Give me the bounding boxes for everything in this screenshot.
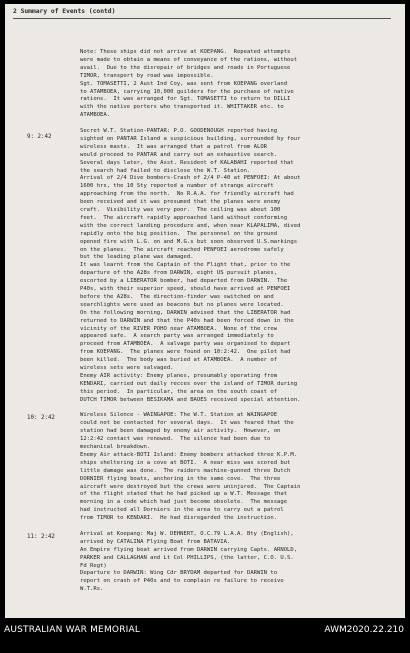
text-line: had instructed all Dorniers in the area to carry out a patrol: [80, 507, 284, 514]
header-rule: [13, 18, 391, 19]
text-line: Several days later, the Asst. Resident of KALABAHI reported that: [80, 159, 294, 166]
text-line: Fd Regt): [80, 562, 107, 569]
text-line: DUTCH TIMOR between BESIKAMA and BAOES received special attention.: [80, 396, 301, 403]
text-line: returned to DARWIN and that the P40s had been forced down in the: [80, 317, 294, 324]
text-line: report on crash of P40s and to complain re failure to receive: [80, 578, 284, 585]
text-line: On the following morning, DARWIN advised that the LIBERATOR had: [80, 309, 291, 316]
text-line: been received and it was presumed that the planes were enemy: [80, 199, 281, 206]
text-line: to ATAMBOEA, carrying 10,000 guilders for the purchase of native: [80, 88, 294, 95]
text-line: approaching from the north. No R.A.A. for friendly aircraft had: [80, 191, 294, 198]
text-line: this period. In particular, the area on the south coast of: [80, 388, 278, 395]
text-line: before the A28s. The direction-finder was switched on and: [80, 293, 274, 300]
footer-reference: AWM2020.22.210: [324, 625, 404, 635]
text-line: were made to obtain a means of conveyance of the rations, without: [80, 56, 298, 63]
text-line: TIMOR, transport by road was impossible.: [80, 72, 214, 79]
entry-date: 11: 2:42: [27, 534, 55, 540]
text-line: station had been damaged by enemy air activity. However, on: [80, 428, 281, 435]
text-line: ships sheltering in a cove at BOTI. A near miss was scored but: [80, 459, 291, 466]
text-line: It was learnt from the Captain of the Flight that, prior to the: [80, 262, 291, 269]
document-page: [5, 4, 405, 618]
text-line: with the native porters who transported it. WHITTAKER etc. to: [80, 104, 284, 111]
text-line: opened fire with L.G. on and M.G.s but soon observed U.S.markings: [80, 238, 298, 245]
text-line: mechanical breakdown.: [80, 444, 151, 450]
text-line: Enemy AIR activity: Enemy planes, presumably operating from: [80, 372, 278, 379]
text-line: Secret W.T. Station-PANTAR: P.O. GOODENOUGH reported having: [80, 128, 278, 134]
text-line: Departure to DARWIN: Wing Cdr BRYDAM departed for DARWIN to: [80, 570, 278, 577]
text-line: morning in a code which had just become obsolete. The message: [80, 499, 288, 506]
text-line: An Empire flying boat arrived from DARWIN carrying Capts. ARNOLD,: [80, 546, 298, 553]
text-line: wireless sets were salvaged.: [80, 365, 174, 371]
text-line: would proceed to PANTAR and carry out an exhaustive search.: [80, 151, 278, 158]
text-line: the search had failed to disclose the W.T. Station.: [80, 167, 251, 174]
text-line: aircraft were destroyed but the crews were uninjured. The Captain: [80, 483, 301, 490]
text-line: from TIMOR to KENDARI. He had disregarded the instruction.: [80, 515, 278, 522]
document-header: 2 Summary of Events (contd): [13, 8, 116, 15]
text-line: vicinity of the RIVER POHO near ATAMBOEA. None of the crew: [80, 325, 278, 332]
text-line: P40s, with their superior speed, should have arrived at PENFOEI: [80, 286, 291, 292]
text-line: 12:2:42 contact was renewed. The silence had been due to: [80, 436, 271, 443]
text-line: with the correct landing procedure and, when near KLAPALIMA, dived: [80, 222, 301, 229]
text-line: DORNIER flying boats, anchoring in the same cove. The three: [80, 475, 281, 482]
text-line: Arrival of 2/4 Dive bombers-Crash of 2/4 P-40 at PENFOEI: At about: [80, 175, 301, 182]
text-line: little damage was done. The raiders machine-gunned three Dutch: [80, 467, 291, 474]
text-line: craft. Visibility was very poor. The ceiling was about 100: [80, 207, 281, 213]
entry-date: 10: 2:42: [27, 415, 55, 421]
text-line: of the flight stated that he had picked up a W.T. Message that: [80, 491, 288, 498]
text-line: PARKER and CALLAGHAN and Lt Col PHILLIPS, (the latter, C.O. U.S.: [80, 554, 294, 561]
text-line: feet. The aircraft rapidly approached land without conforming: [80, 214, 288, 221]
text-line: but the leading plane was damaged.: [80, 254, 194, 261]
text-line: departure of the A28s from DARWIN, eight US pursuit planes,: [80, 270, 278, 277]
text-line: ATAMBOEA.: [80, 112, 111, 119]
text-line: Sgt. TOMASETTI, 2 Aust Ind Coy, was sent from KOEPANG overland: [80, 80, 288, 87]
text-line: from KOEPANG. The planes were found on 10:2:42. One pilot had: [80, 349, 291, 356]
text-line: 1600 hrs, the 10 Sty reported a number of strange aircraft: [80, 183, 274, 190]
text-line: avail. Due to the disrepair of bridges and roads in Portuguese: [80, 64, 291, 71]
entry-date: 9: 2:42: [27, 134, 52, 140]
text-line: appeared safe. A search party was arranged immediately to: [80, 333, 274, 340]
footer-bar: [0, 618, 410, 653]
text-line: Note: These ships did not arrive at KOEPANG. Repeated attempts: [80, 49, 291, 55]
footer-institution: AUSTRALIAN WAR MEMORIAL: [4, 625, 141, 635]
text-line: wireless masts. It was arranged that a patrol from ALOR: [80, 143, 268, 150]
text-line: Wireless Silence - WAINGAPOE: The W.T. Station at WAINGAPOE: [80, 412, 278, 419]
text-line: searchlights were used as beacons but no planes were located.: [80, 301, 284, 308]
text-line: proceed from ATAMBOEA. A salvage party was organised to depart: [80, 341, 291, 348]
text-line: on the planes. The aircraft reached PENFOEI aerodrome safely: [80, 246, 284, 253]
text-line: KENDARI, carried out daily recces over the island of TIMOR during: [80, 380, 298, 387]
text-line: arrived by CATALINA Flying Boat from BATAVIA.: [80, 538, 231, 545]
text-line: Arrival at Koepang: Maj W. DEHNERT, O.C.79 L.A.A. Bty (English),: [80, 530, 294, 537]
text-line: escorted by a LIBERATOR bomber, had departed from DARWIN. The: [80, 278, 288, 285]
text-line: been killed. The body was buried at ATAMBOEA. A number of: [80, 357, 278, 364]
text-line: Enemy Air attack-BOTI Island: Enemy bombers attacked three K.P.M.: [80, 451, 298, 458]
text-line: W.T.Rs.: [80, 586, 104, 593]
text-line: could not be contacted for several days. It was feared that the: [80, 420, 294, 427]
text-line: rations. It was arranged for Sgt. TOMASETTI to return to DILLI: [80, 96, 291, 103]
text-line: sighted on PANTAR Island a suspicious building, surrounded by four: [80, 135, 301, 142]
text-line: rapidly onto the big position. The personnel on the ground: [80, 230, 278, 237]
